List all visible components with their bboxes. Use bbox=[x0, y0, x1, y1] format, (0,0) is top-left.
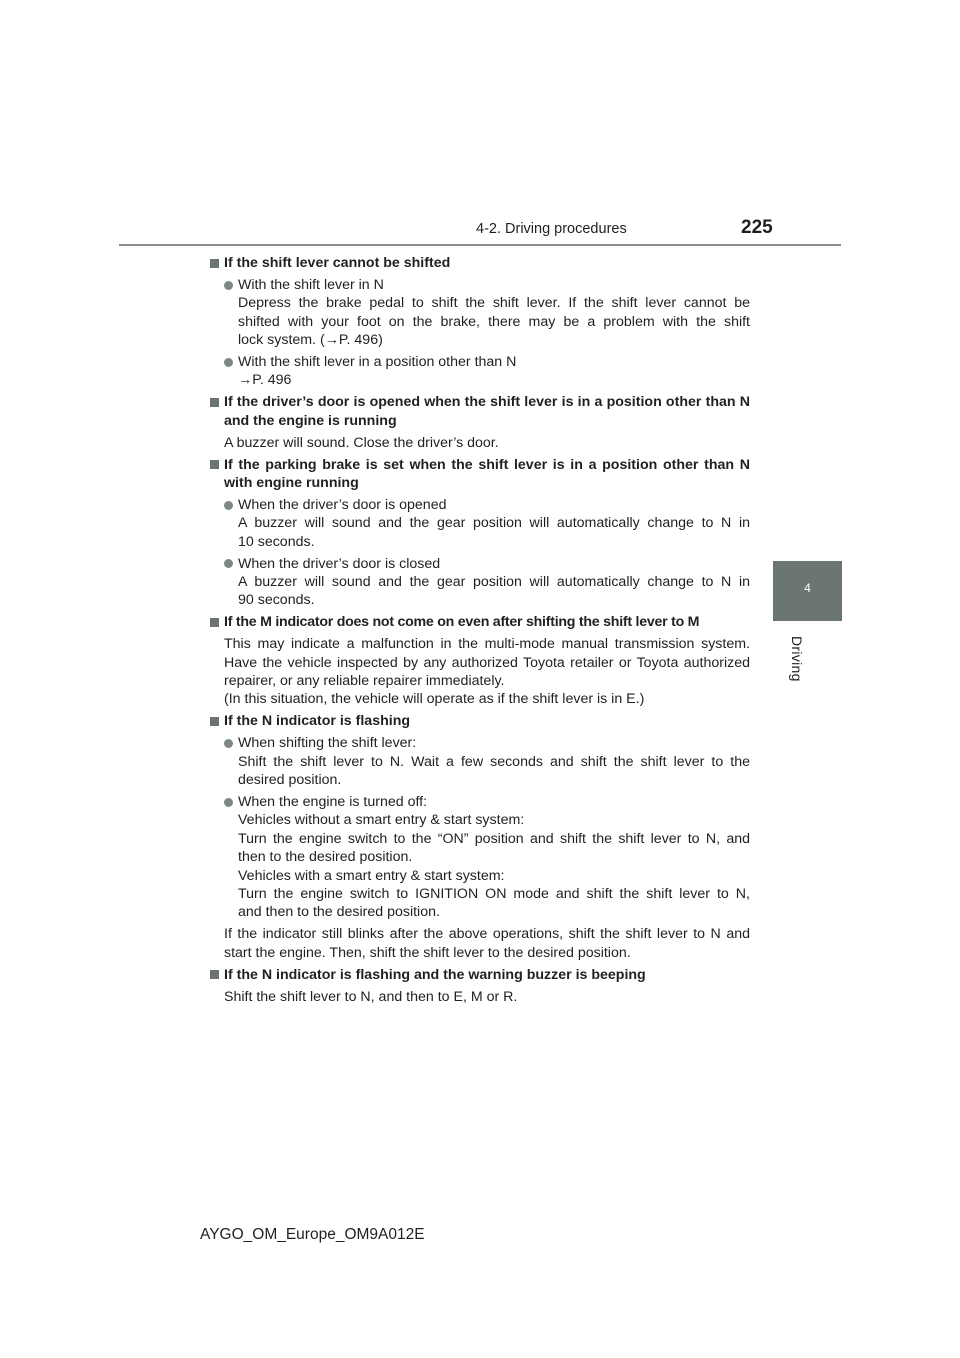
item-line: shifted with your foot on the brake, there may be a problem with the shift bbox=[238, 313, 750, 330]
item-line: Vehicles with a smart entry & start system: bbox=[238, 867, 505, 884]
item-line: →P. 496 bbox=[238, 372, 292, 389]
square-bullet-icon bbox=[210, 717, 219, 726]
main-content bbox=[210, 254, 750, 1009]
section-heading bbox=[210, 393, 750, 430]
section bbox=[210, 712, 750, 962]
list-item bbox=[210, 555, 750, 610]
square-bullet-icon bbox=[210, 259, 219, 268]
section bbox=[210, 254, 750, 390]
item-line: desired position. bbox=[238, 772, 342, 789]
page-number: 225 bbox=[741, 217, 773, 238]
footer-document-code: AYGO_OM_Europe_OM9A012E bbox=[200, 1226, 425, 1243]
heading-text: If the parking brake is set when the shift lever is in a position other than N with engine running bbox=[224, 456, 750, 491]
square-bullet-icon bbox=[210, 398, 219, 407]
item-line: A buzzer will sound and the gear position will automatically change to N in bbox=[238, 515, 750, 532]
paragraph: A buzzer will sound. Close the driver’s door. bbox=[224, 434, 499, 451]
item-line: 90 seconds. bbox=[238, 592, 315, 609]
item-title: When the driver’s door is opened bbox=[238, 496, 447, 513]
section-heading bbox=[210, 712, 750, 730]
item-title: With the shift lever in N bbox=[238, 276, 384, 293]
side-tab-number: 4 bbox=[804, 581, 811, 595]
item-title: When the engine is turned off: bbox=[238, 793, 428, 810]
side-tab-label: Driving bbox=[789, 636, 805, 682]
list-item bbox=[210, 276, 750, 350]
dot-bullet-icon bbox=[224, 358, 233, 367]
section bbox=[210, 456, 750, 610]
item-title: When shifting the shift lever: bbox=[238, 735, 417, 752]
header-rule bbox=[119, 244, 841, 246]
heading-text: If the N indicator is flashing bbox=[224, 713, 411, 730]
section-heading bbox=[210, 456, 750, 493]
header-section-title: 4-2. Driving procedures bbox=[476, 221, 627, 237]
heading-text: If the M indicator does not come on even after shifting the shift lever to M bbox=[224, 614, 700, 631]
item-line: Turn the engine switch to IGNITION ON mode and shift the shift lever to N, bbox=[238, 886, 750, 902]
square-bullet-icon bbox=[210, 970, 219, 979]
item-line: Shift the shift lever to N. Wait a few seconds and shift the shift lever to the bbox=[238, 753, 750, 770]
heading-text: If the N indicator is flashing and the warning buzzer is beeping bbox=[224, 966, 646, 983]
item-line: Turn the engine switch to the “ON” position and shift the shift lever to N, and bbox=[238, 830, 750, 847]
list-item bbox=[210, 353, 750, 390]
paragraph: (In this situation, the vehicle will operate as if the shift lever is in E.) bbox=[224, 691, 645, 708]
paragraph: This may indicate a malfunction in the multi-mode manual transmission system. Have the vehicle inspected by any authorized Toyota retailer or Toyota authorized repairer, or any reliable repairer immediately. bbox=[224, 636, 750, 690]
section-heading bbox=[210, 254, 750, 272]
dot-bullet-icon bbox=[224, 559, 233, 568]
item-line: lock system. (→P. 496) bbox=[238, 332, 383, 349]
item-line: Depress the brake pedal to shift the shift lever. If the shift lever cannot be bbox=[238, 295, 750, 312]
section-heading bbox=[210, 966, 750, 984]
dot-bullet-icon bbox=[224, 798, 233, 807]
item-line: and then to the desired position. bbox=[238, 904, 440, 921]
paragraph: If the indicator still blinks after the above operations, shift the shift lever to N and start the engine. Then, shift the shift lever to the desired position. bbox=[224, 926, 750, 961]
item-line: 10 seconds. bbox=[238, 533, 315, 550]
dot-bullet-icon bbox=[224, 739, 233, 748]
dot-bullet-icon bbox=[224, 281, 233, 290]
section bbox=[210, 966, 750, 1006]
heading-text: If the driver’s door is opened when the shift lever is in a position other than N and the engine is running bbox=[224, 394, 750, 429]
heading-text: If the shift lever cannot be shifted bbox=[224, 255, 451, 271]
item-line: Vehicles without a smart entry & start system: bbox=[238, 812, 525, 829]
list-item bbox=[210, 793, 750, 922]
paragraph: Shift the shift lever to N, and then to E, M or R. bbox=[224, 988, 518, 1005]
dot-bullet-icon bbox=[224, 501, 233, 510]
square-bullet-icon bbox=[210, 618, 219, 627]
list-item bbox=[210, 496, 750, 551]
list-item bbox=[210, 734, 750, 789]
item-line: A buzzer will sound and the gear position will automatically change to N in bbox=[238, 574, 750, 590]
section-heading bbox=[210, 613, 750, 631]
square-bullet-icon bbox=[210, 460, 219, 469]
item-title: With the shift lever in a position other than N bbox=[238, 354, 517, 371]
section bbox=[210, 393, 750, 452]
section bbox=[210, 613, 750, 709]
item-title: When the driver’s door is closed bbox=[238, 555, 441, 572]
item-line: then to the desired position. bbox=[238, 849, 413, 866]
side-tab bbox=[773, 561, 842, 621]
